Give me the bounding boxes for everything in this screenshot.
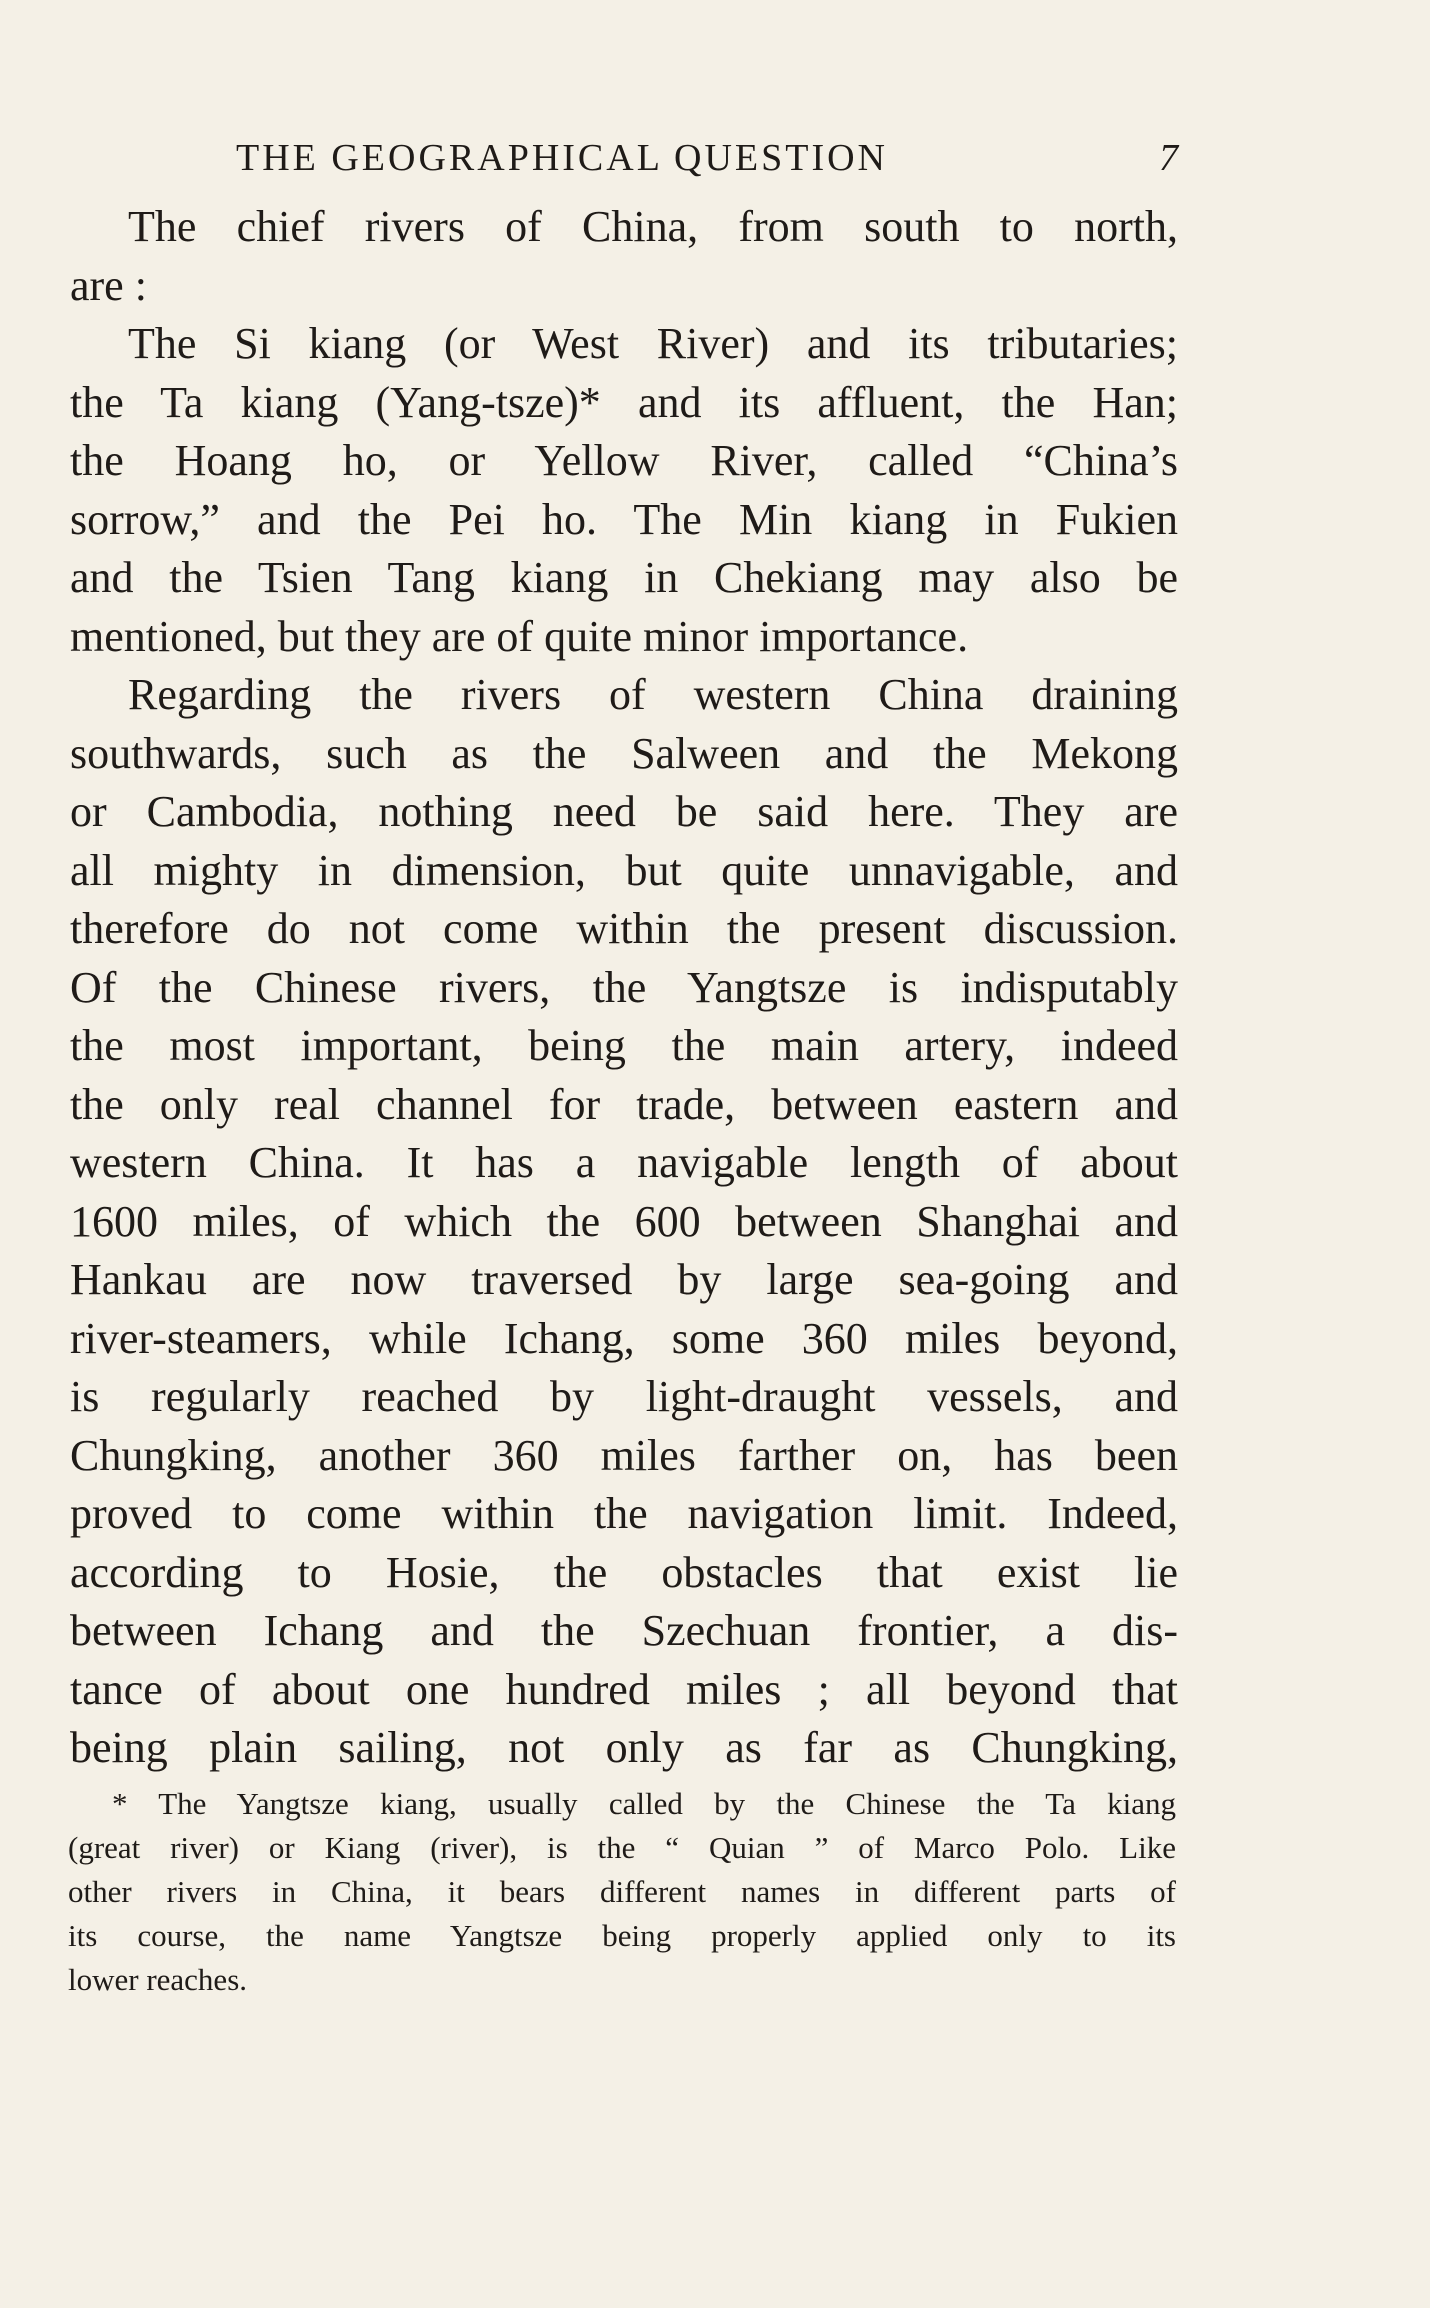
footnote-line: * The Yangtsze kiang, usually called by the Chinese the Ta kiang	[112, 1786, 1176, 1821]
body-line: The chief rivers of China, from south to north,	[128, 202, 1178, 251]
body-line: proved to come within the navigation limit. Indeed,	[70, 1489, 1178, 1538]
body-line: and the Tsien Tang kiang in Chekiang may also be	[70, 553, 1178, 602]
body-line: therefore do not come within the present discussion.	[70, 904, 1178, 953]
footnote-line: its course, the name Yangtsze being properly applied only to its	[68, 1918, 1176, 1953]
body-line: all mighty in dimension, but quite unnavigable, and	[70, 845, 1178, 895]
body-line: being plain sailing, not only as far as Chungking,	[70, 1723, 1178, 1772]
body-line: river-steamers, while Ichang, some 360 miles beyond,	[70, 1313, 1178, 1363]
body-line: is regularly reached by light-draught vessels, and	[70, 1372, 1178, 1421]
body-line: Of the Chinese rivers, the Yangtsze is indisputably	[70, 962, 1178, 1012]
running-head	[236, 130, 1181, 186]
body-line: mentioned, but they are of quite minor importance.	[70, 611, 969, 661]
body-line: between Ichang and the Szechuan frontier, a dis-	[70, 1606, 1178, 1655]
body-line: the Ta kiang (Yang-tsze)* and its affluent, the Han;	[70, 377, 1178, 427]
footnote-line: lower reaches.	[68, 1962, 248, 1997]
body-line: Chungking, another 360 miles farther on, has been	[70, 1430, 1178, 1480]
body-line: the most important, being the main artery, indeed	[70, 1021, 1178, 1070]
body-line: or Cambodia, nothing need be said here. They are	[70, 787, 1178, 836]
body-text	[70, 198, 1178, 1778]
body-line: are :	[70, 260, 147, 310]
page-number: 7	[1159, 137, 1181, 179]
footnote	[68, 1782, 1176, 2002]
body-line: the only real channel for trade, between eastern and	[70, 1079, 1178, 1129]
body-line: 1600 miles, of which the 600 between Shanghai and	[70, 1196, 1178, 1246]
body-line: according to Hosie, the obstacles that exist lie	[70, 1547, 1178, 1597]
running-head-title: THE GEOGRAPHICAL QUESTION	[236, 137, 888, 179]
body-line: The Si kiang (or West River) and its tributaries;	[128, 319, 1178, 368]
body-line: southwards, such as the Salween and the Mekong	[70, 728, 1178, 778]
body-line: tance of about one hundred miles ; all beyond that	[70, 1664, 1178, 1714]
body-line: western China. It has a navigable length of about	[70, 1138, 1178, 1187]
footnote-line: (great river) or Kiang (river), is the “ Quian ” of Marco Polo. Like	[68, 1830, 1176, 1865]
body-line: Regarding the rivers of western China draining	[128, 670, 1178, 719]
footnote-line: other rivers in China, it bears different names in different parts of	[68, 1874, 1176, 1909]
body-line: the Hoang ho, or Yellow River, called “China’s	[70, 436, 1178, 485]
body-line: Hankau are now traversed by large sea-going and	[70, 1255, 1178, 1304]
body-line: sorrow,” and the Pei ho. The Min kiang in Fukien	[70, 494, 1178, 544]
